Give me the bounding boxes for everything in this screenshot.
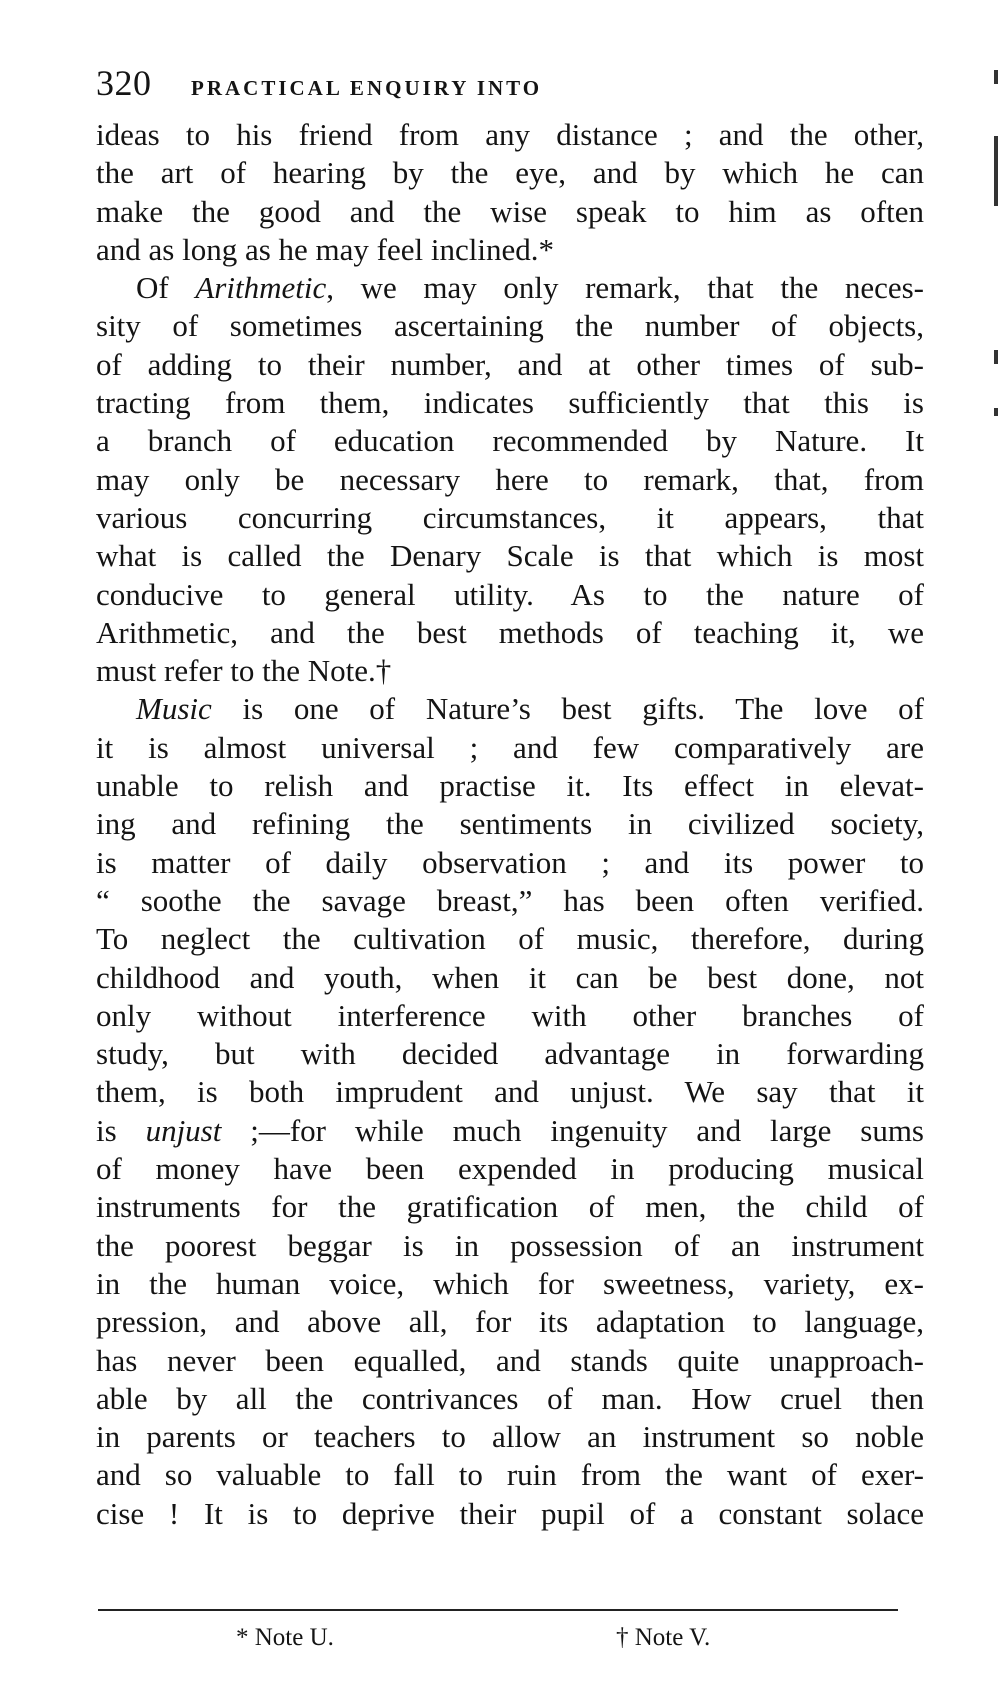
running-head: PRACTICAL ENQUIRY INTO (191, 76, 543, 100)
page-number: 320 (96, 63, 152, 103)
text-line: what is called the Denary Scale is that which is most (96, 538, 924, 574)
margin-mark (994, 70, 998, 84)
text-line: Of Arithmetic, we may only remark, that the neces- (136, 270, 924, 306)
text-line: and as long as he may feel inclined.* (96, 231, 554, 267)
footnote-note-v: † Note V. (616, 1624, 711, 1651)
text-line: only without interference with other branches of (96, 997, 924, 1033)
margin-mark (994, 408, 998, 416)
text-line: childhood and youth, when it can be best done, not (96, 959, 924, 995)
footnote-divider (98, 1609, 898, 1611)
text-line: is unjust ;—for while much ingenuity and large sums (96, 1112, 924, 1148)
text-line: To neglect the cultivation of music, therefore, during (96, 921, 924, 957)
text-line: instruments for the gratification of men, the child of (96, 1189, 924, 1225)
footnote-note-u: * Note U. (236, 1624, 334, 1651)
text-line: must refer to the Note.† (96, 653, 392, 689)
text-line: it is almost universal ; and few comparatively are (96, 729, 924, 765)
text-line: ideas to his friend from any distance ; and the other, (96, 117, 924, 152)
text-line: Music is one of Nature’s best gifts. The love of (136, 691, 924, 727)
text-line: may only be necessary here to remark, that, from (96, 461, 924, 497)
page-header (96, 62, 706, 112)
text-line: tracting from them, indicates sufficiently that this is (96, 385, 924, 421)
margin-mark (994, 136, 998, 206)
text-line: ing and refining the sentiments in civilized society, (96, 806, 924, 842)
text-line: sity of sometimes ascertaining the number of objects, (96, 308, 924, 344)
text-line: and so valuable to fall to ruin from the want of exer- (96, 1457, 924, 1493)
text-line: conducive to general utility. As to the nature of (96, 576, 924, 612)
text-line: make the good and the wise speak to him as often (96, 193, 924, 229)
text-line: “ soothe the savage breast,” has been often verified. (96, 882, 924, 918)
text-line: in the human voice, which for sweetness, variety, ex- (96, 1265, 924, 1301)
text-line: has never been equalled, and stands quite unapproach- (96, 1342, 924, 1378)
italic-word: unjust (145, 1112, 222, 1148)
text-line: study, but with decided advantage in forwarding (96, 1036, 924, 1072)
text-line: pression, and above all, for its adaptation to language, (96, 1304, 924, 1340)
text-line: cise ! It is to deprive their pupil of a constant solace (96, 1495, 924, 1531)
text-line: a branch of education recommended by Nature. It (96, 423, 924, 459)
text-line: the art of hearing by the eye, and by which he can (96, 155, 924, 191)
text-line: various concurring circumstances, it appears, that (96, 499, 924, 535)
text-line: of money have been expended in producing musical (96, 1151, 924, 1187)
margin-mark (994, 350, 998, 364)
italic-word: Music (136, 691, 212, 727)
text-line: in parents or teachers to allow an instrument so noble (96, 1419, 924, 1455)
text-line: is matter of daily observation ; and its power to (96, 844, 924, 880)
footnotes (96, 1618, 924, 1658)
text-line: the poorest beggar is in possession of an instrument (96, 1227, 924, 1263)
text-line: able by all the contrivances of man. How cruel then (96, 1380, 924, 1416)
body-text (96, 116, 924, 1533)
text-line: unable to relish and practise it. Its effect in elevat- (96, 768, 924, 804)
text-line: of adding to their number, and at other times of sub- (96, 346, 924, 382)
text-line: them, is both imprudent and unjust. We say that it (96, 1074, 924, 1110)
italic-word: Arithmetic (195, 270, 327, 306)
text-line: Arithmetic, and the best methods of teaching it, we (96, 614, 924, 650)
